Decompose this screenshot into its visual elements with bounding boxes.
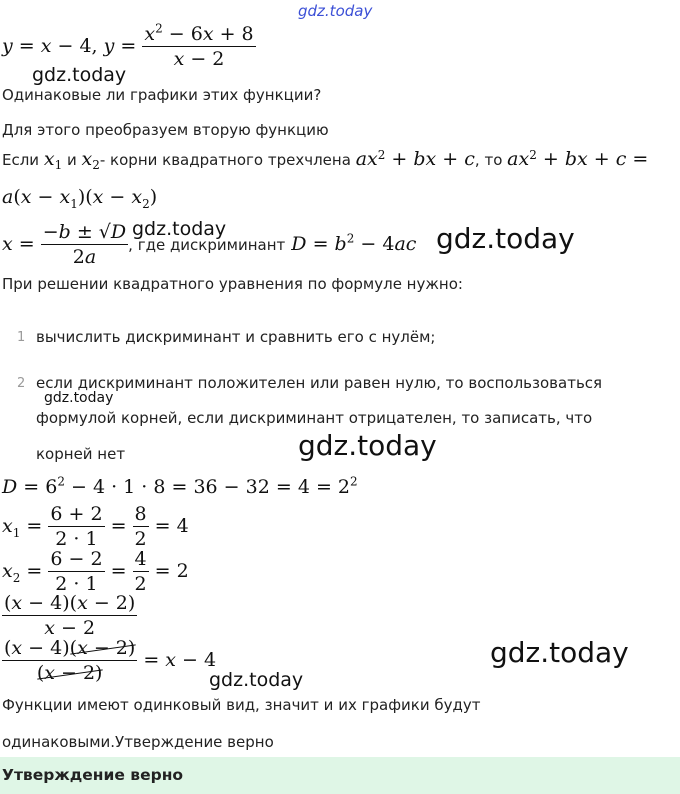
cancelled-fraction: $\frac{(x - 4)(x - 2)}{(x - 2)}$ = x − 4 <box>4 637 217 684</box>
list-number-2: 2 <box>17 376 26 391</box>
root-x2: $x_2$ = $\frac{6 - 2}{2 \cdot 1}$ = $\frac{4}{2}$ = 2 <box>2 548 189 595</box>
roots-formula: x = $\frac{-b \pm √D}{2a}$ , где дискриминант $D = b^2 - 4ac$ <box>2 221 417 268</box>
if-label: Если <box>2 151 40 169</box>
list-item-1: вычислить дискриминант и сравнить его с нулём; <box>36 328 436 346</box>
transform-text: Для этого преобразуем вторую функцию <box>2 121 329 139</box>
list-number-1: 1 <box>17 330 26 345</box>
list-item-2-line1: если дискриминант положителен или равен нулю, то воспользоваться <box>36 374 603 392</box>
roots-label: - корни квадратного трехчлена <box>99 151 351 169</box>
roots-statement: Если $x_1$ и $x_2-$ корни квадратного трехчлена $ax^2$ + bx + c, то $ax^2$ + bx + c = <box>2 148 649 172</box>
factored-form: $a(x - x_1)(x - x_2)$ <box>2 186 158 211</box>
conclusion-line2: одинаковыми.Утверждение верно <box>2 733 274 751</box>
watermark: gdz.today <box>32 64 127 86</box>
watermark-top: gdz.today <box>298 2 373 20</box>
list-item-2-line3: корней нет <box>36 445 126 463</box>
question-text: Одинаковые ли графики этих функции? <box>2 86 322 104</box>
where-disc-label: , где дискриминант <box>128 236 286 254</box>
watermark: gdz.today <box>209 669 304 691</box>
watermark: gdz.today <box>436 222 575 255</box>
factored-fraction: $\frac{(x - 4)(x - 2)}{x - 2}$ <box>4 592 136 639</box>
answer-box <box>0 757 680 794</box>
watermark: gdz.today <box>298 429 437 462</box>
watermark: gdz.today <box>490 636 629 669</box>
discriminant-calc: $D = 6^2 - 4 \cdot 1 \cdot 8 = 36 - 32 = 4 = 2^2$ <box>2 474 358 498</box>
solving-text: При решении квадратного уравнения по формуле нужно: <box>2 275 463 293</box>
and-label: и <box>66 151 77 169</box>
list-item-2-line2: формулой корней, если дискриминант отрицателен, то записать, что <box>36 409 593 427</box>
root-x1: $x_1$ = $\frac{6 + 2}{2 \cdot 1}$ = $\frac{8}{2}$ = 4 <box>2 503 189 550</box>
then-label: , то <box>474 151 503 169</box>
watermark: gdz.today <box>44 390 114 406</box>
watermark: gdz.today <box>132 218 227 240</box>
conclusion-line1: Функции имеют одинковый вид, значит и их графики будут <box>2 696 481 714</box>
answer-text: Утверждение верно <box>2 766 184 784</box>
functions-formula: y = x − 4, y = $\frac{x^2 - 6x + 8}{x - 2}$ <box>2 21 254 70</box>
